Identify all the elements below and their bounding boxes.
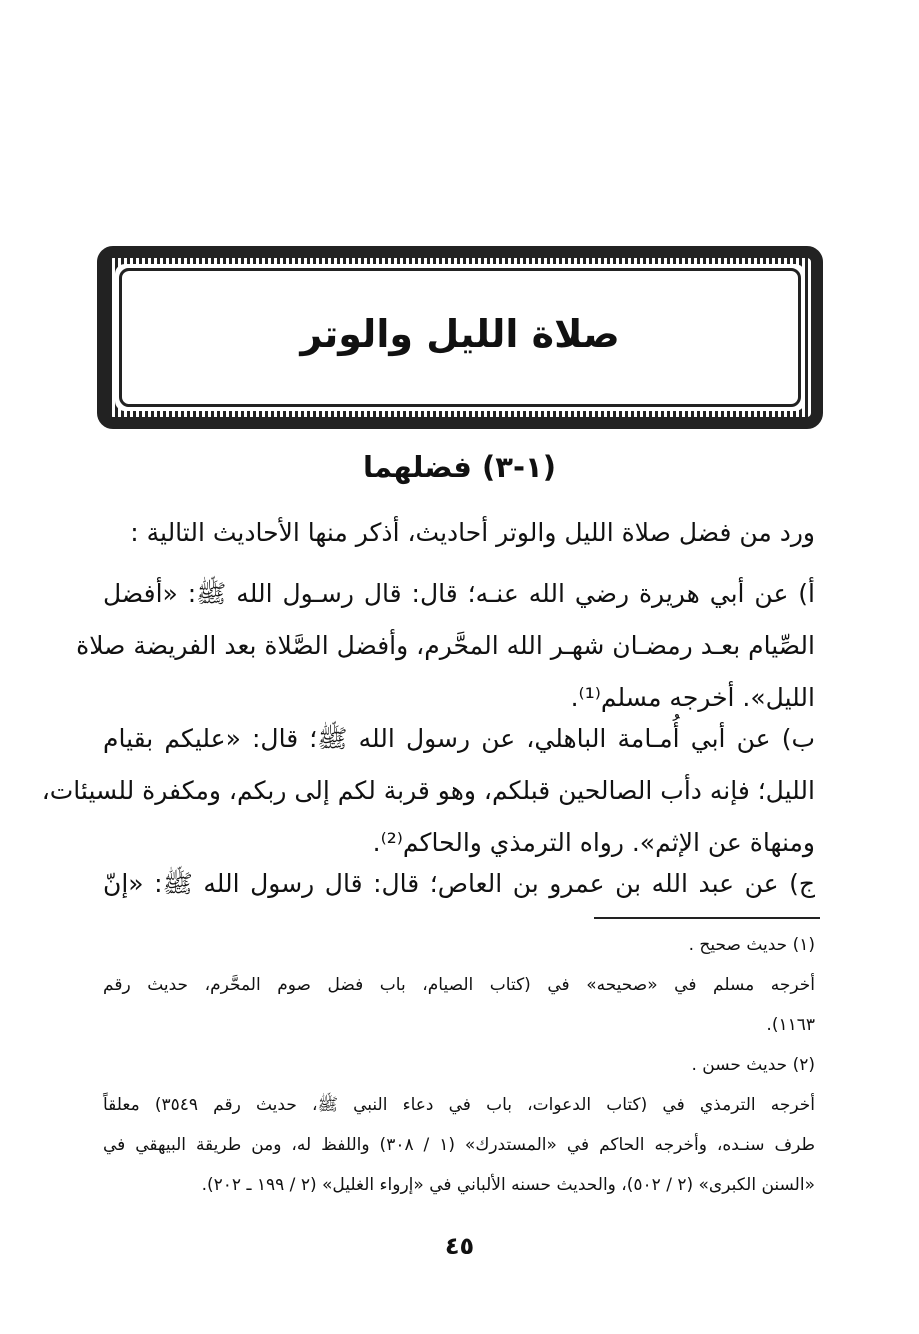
intro-paragraph	[103, 507, 815, 559]
footnote-2-label: (٢) حديث حسن .	[691, 1055, 815, 1075]
title-frame-inner	[119, 268, 801, 407]
footnote-2-text-line-1: أخرجه الترمذي في (كتاب الدعوات، باب في دعاء النبي ﷺ، حديث رقم ٣٥٤٩) معلقاً	[103, 1095, 815, 1115]
hadith-paragraph-c	[103, 858, 815, 910]
footnote-2-text-line-2: طرف سنـده، وأخرجه الحاكم في «المستدرك» (١ / ٣٠٨) واللفظ له، ومن طريقة البيهقي في	[103, 1135, 815, 1155]
hadith-c-line-1: ج) عن عبد الله بن عمرو بن العاص؛ قال: قال رسول الله ﷺ: «إنّ	[103, 869, 815, 898]
footnote-separator	[594, 917, 820, 919]
hadith-b-line-3: ومنهاة عن الإثم». رواه الترمذي والحاكم⁽²⁾.	[372, 828, 815, 857]
intro-line: ورد من فضل صلاة الليل والوتر أحاديث، أذكر منها الأحاديث التالية :	[130, 518, 815, 547]
hadith-paragraph-b	[41, 713, 815, 869]
hadith-a-line-1: أ) عن أبي هريرة رضي الله عنـه؛ قال: قال رسـول الله ﷺ: «أفضل	[103, 579, 815, 608]
title-frame	[97, 246, 823, 429]
hadith-a-line-2: الصِّيام بعـد رمضـان شهـر الله المحَّرم، وأفضل الصَّلاة بعد الفريضة صلاة	[76, 631, 815, 660]
section-heading: (١-٣) فضلهما	[363, 450, 556, 484]
footnote-1-text-line-1: أخرجه مسلم في «صحيحه» في (كتاب الصيام، باب فضل صوم المحَّرم، حديث رقم	[103, 975, 815, 995]
footnote-1-label: (١) حديث صحيح .	[688, 935, 815, 955]
footnotes	[103, 925, 815, 1205]
hadith-b-line-1: ب) عن أبي أُمـامة الباهلي، عن رسول الله ﷺ؛ قال: «عليكم بقيام	[103, 724, 815, 753]
hadith-paragraph-a	[76, 568, 815, 724]
page-number: ٤٥	[444, 1232, 475, 1260]
hadith-a-line-3: الليل». أخرجه مسلم⁽¹⁾.	[570, 683, 815, 712]
footnote-1-text-line-2: ١١٦٣).	[766, 1015, 815, 1035]
hadith-b-line-2: الليل؛ فإنه دأب الصالحين قبلكم، وهو قربة لكم إلى ربكم، ومكفرة للسيئات،	[41, 776, 815, 805]
chapter-title: صلاة الليل والوتر	[300, 311, 620, 356]
footnote-2-text-line-3: «السنن الكبرى» (٢ / ٥٠٢)، والحديث حسنه الألباني في «إرواء الغليل» (٢ / ١٩٩ ـ ٢٠٢).	[201, 1175, 815, 1195]
